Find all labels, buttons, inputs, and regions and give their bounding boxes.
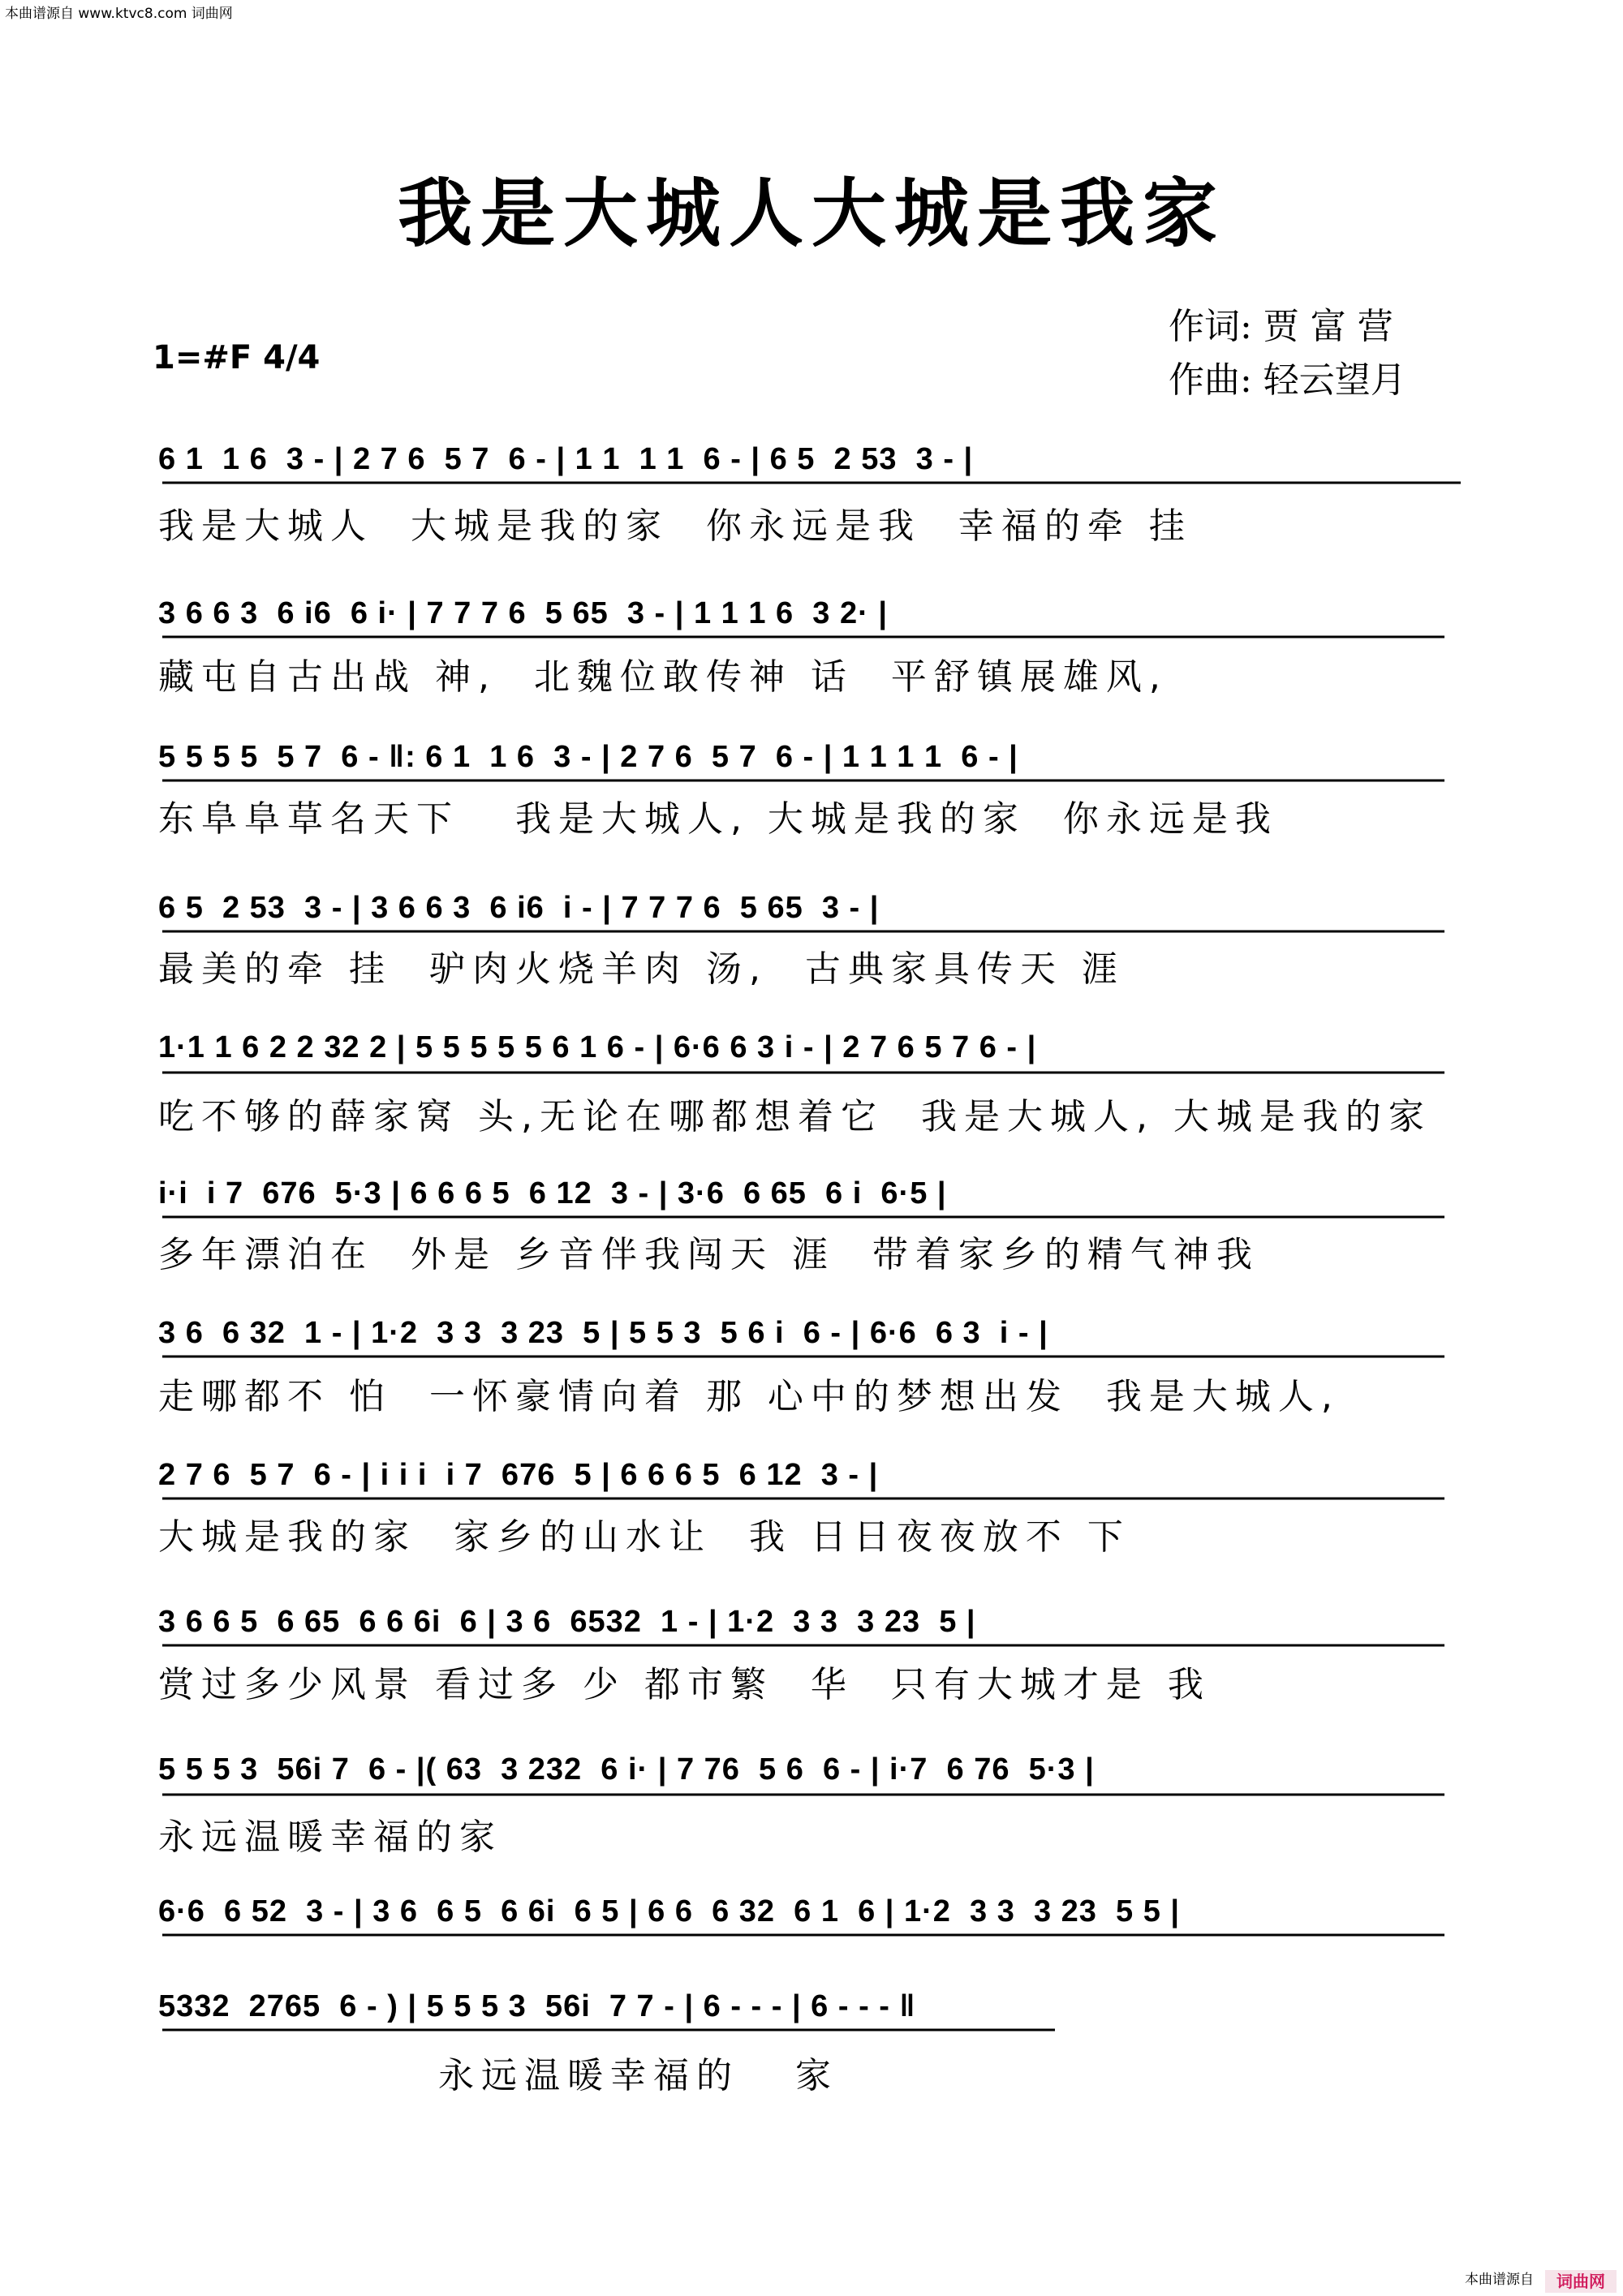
footer-source: 本曲谱源自 — [1465, 2272, 1534, 2288]
notation-text: 5 5 5 5 5 7 6 - ‖: 6 1 1 6 3 - | 2 7 6 5 7 6 - | 1 1 1 1 6 - | — [158, 740, 1018, 774]
lyric-line: 最美的牵 挂 驴肉火烧羊肉 汤, 古典家具传天 涯 — [158, 948, 1125, 990]
notation-text: 1·1 1 6 2 2 32 2 | 5 5 5 5 5 6 1 6 - | 6·6 6 3 i - | 2 7 6 5 7 6 - | — [158, 1030, 1037, 1064]
footer-logo[interactable]: 词曲网 — [1545, 2270, 1617, 2293]
lyricist-credit: 作词: 贾 富 营 — [1169, 306, 1393, 347]
lyric-line: 吃不够的薛家窝 头,无论在哪都想着它 我是大城人, 大城是我的家 — [158, 1096, 1431, 1137]
page-title: 我是大城人大城是我家 — [397, 170, 1225, 257]
notation-text: 6 1 1 6 3 - | 2 7 6 5 7 6 - | 1 1 1 1 6 - | 6 5 2 53 3 - | — [158, 442, 974, 476]
notation-text: 2 7 6 5 7 6 - | i i i i 7 676 5 | 6 6 6 5 6 12 3 - | — [158, 1458, 879, 1492]
lyric-line: 东阜阜草名天下 我是大城人, 大城是我的家 你永远是我 — [158, 798, 1278, 840]
lyric-line: 我是大城人 大城是我的家 你永远是我 幸福的牵 挂 — [158, 505, 1192, 547]
lyric-line: 多年漂泊在 外是 乡音伴我闯天 涯 带着家乡的精气神我 — [158, 1234, 1259, 1275]
lyric-line: 永远温暖幸福的家 — [158, 1817, 502, 1858]
lyric-line: 赏过多少风景 看过多 少 都市繁 华 只有大城才是 我 — [158, 1664, 1211, 1705]
notation-text: 3 6 6 3 6 i6 6 i· | 7 7 7 6 5 65 3 - | 1 1 1 6 3 2· | — [158, 596, 888, 630]
lyric-line: 藏屯自古出战 神, 北魏位敢传神 话 平舒镇展雄风, — [158, 656, 1168, 698]
notation-text: 6·6 6 52 3 - | 3 6 6 5 6 6i 6 5 | 6 6 6 32 6 1 6 | 1·2 3 3 3 23 5 5 | — [158, 1894, 1181, 1928]
notation-text: i·i i 7 676 5·3 | 6 6 6 5 6 12 3 - | 3·6 6 65 6 i 6·5 | — [158, 1176, 947, 1210]
composer-credit: 作曲: 轻云望月 — [1169, 359, 1406, 401]
notation-text: 5 5 5 3 56i 7 6 - |( 63 3 232 6 i· | 7 76 5 6 6 - | i·7 6 76 5·3 | — [158, 1752, 1095, 1786]
notation-text: 3 6 6 32 1 - | 1·2 3 3 3 23 5 | 5 5 3 5 6 i 6 - | 6·6 6 3 i - | — [158, 1316, 1048, 1350]
notation-text: 3 6 6 5 6 65 6 6 6i 6 | 3 6 6532 1 - | 1·2 3 3 3 23 5 | — [158, 1605, 976, 1639]
key-signature: 1=#F 4/4 — [153, 339, 321, 376]
lyric-line: 走哪都不 怕 一怀豪情向着 那 心中的梦想出发 我是大城人, — [158, 1376, 1340, 1417]
notation-text: 5332 2765 6 - ) | 5 5 5 3 56i 7 7 - | 6 - - - | 6 - - - ‖ — [158, 1989, 916, 2023]
notation-text: 6 5 2 53 3 - | 3 6 6 3 6 i6 i - | 7 7 7 6 5 65 3 - | — [158, 891, 880, 925]
lyric-line: 大城是我的家 家乡的山水让 我 日日夜夜放不 下 — [158, 1516, 1130, 1558]
site-header: 本曲谱源自 www.ktvc8.com 词曲网 — [5, 6, 233, 22]
lyric-line: 永远温暖幸福的 家 — [438, 2055, 838, 2096]
